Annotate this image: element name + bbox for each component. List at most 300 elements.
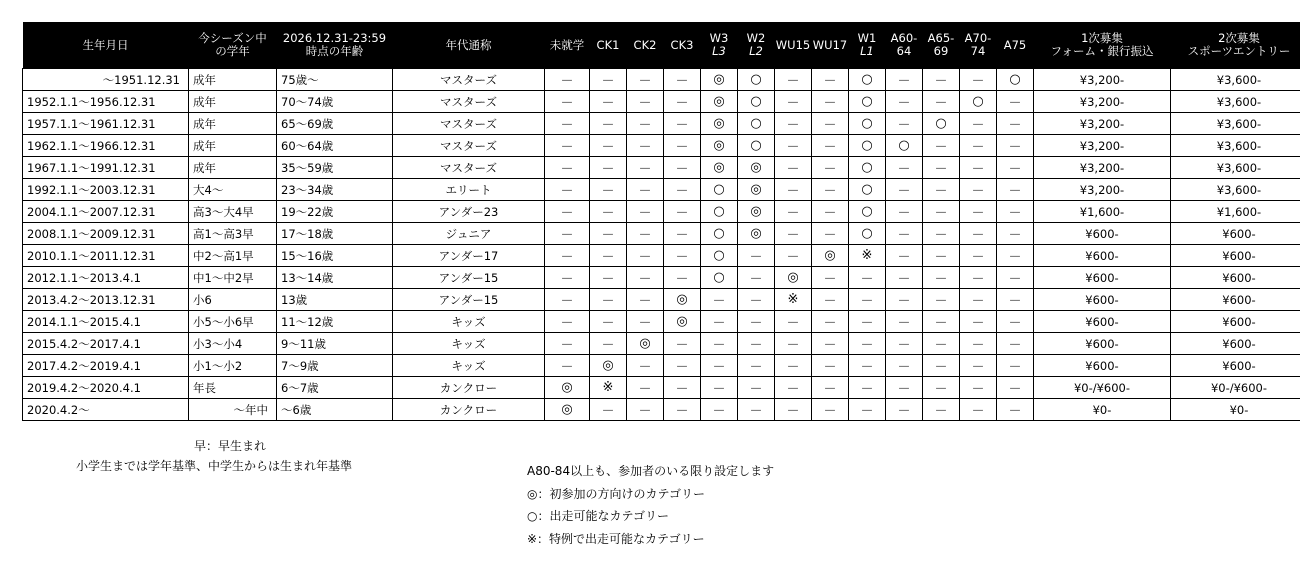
cell-wu15: － [775,311,812,333]
cell-fee-first: ¥600- [1034,311,1171,333]
cell-age-group: マスターズ [393,157,545,179]
header-label: 2次募集 [1218,31,1260,45]
cell-ck1: － [590,399,627,421]
cell-a75: － [997,399,1034,421]
cell-a60-64: － [886,289,923,311]
cell-fee-second: ¥0-/¥600- [1171,377,1300,399]
cell-age: 35～59歳 [277,157,393,179]
cell-wu15: － [775,135,812,157]
table-row [23,201,1300,223]
cell-a60-64: － [886,223,923,245]
table-row [23,267,1300,289]
table-row [23,377,1300,399]
cell-a65-69: － [923,333,960,355]
header-ck2 [627,22,664,69]
header-sublabel: フォーム・銀行振込 [1050,44,1154,58]
cell-birth-date: 2008.1.1～2009.12.31 [23,223,189,245]
cell-age: 13歳 [277,289,393,311]
header-label: 1次募集 [1081,31,1123,45]
cell-a70-74: － [960,355,997,377]
cell-fee-first: ¥0- [1034,399,1171,421]
cell-wu17: － [812,113,849,135]
cell-fee-first: ¥600- [1034,289,1171,311]
header-label: CK1 [596,37,620,52]
header-sublabel: 74 [970,44,986,58]
header-a70-74 [960,22,997,69]
cell-a65-69: － [923,201,960,223]
cell-w1-l1: ○ [849,135,886,157]
cell-fee-second: ¥600- [1171,223,1300,245]
header-label: W1 [857,31,877,45]
cell-wu15: － [775,355,812,377]
cell-a75: － [997,223,1034,245]
cell-a65-69: － [923,179,960,201]
cell-ck2: － [627,399,664,421]
cell-preschool: － [545,355,590,377]
cell-preschool: － [545,267,590,289]
cell-grade: 小3～小4 [189,333,277,355]
header-sublabel: スポーツエントリー [1187,44,1291,58]
cell-age-group: マスターズ [393,135,545,157]
cell-fee-second: ¥600- [1171,245,1300,267]
cell-ck2: － [627,201,664,223]
cell-w2-l2: － [738,377,775,399]
header-a65-69 [923,22,960,69]
header-w1-l1 [849,22,886,69]
header-label: 今シーズン中 [198,31,267,45]
table-row [23,91,1300,113]
cell-w3-l3: ◎ [701,69,738,91]
cell-fee-first: ¥3,200- [1034,135,1171,157]
cell-fee-second: ¥3,600- [1171,113,1300,135]
cell-w1-l1: － [849,289,886,311]
cell-grade: 小5～小6早 [189,311,277,333]
cell-grade: 中2～高1早 [189,245,277,267]
cell-a75: － [997,157,1034,179]
cell-ck1: － [590,311,627,333]
header-ck3 [664,22,701,69]
cell-ck3: － [664,355,701,377]
cell-grade: 成年 [189,69,277,91]
cell-age: 7～9歳 [277,355,393,377]
cell-wu15: － [775,69,812,91]
header-label: 生年月日 [82,37,129,52]
cell-ck3: － [664,245,701,267]
cell-ck1: ◎ [590,355,627,377]
cell-ck1: － [590,179,627,201]
header-a75 [997,22,1034,69]
cell-age-group: マスターズ [393,113,545,135]
note-double-circle-legend: ◎：初参加の方向けのカテゴリー [527,486,705,501]
cell-wu17: － [812,399,849,421]
cell-age: 9～11歳 [277,333,393,355]
header-sublabel: の学年 [215,44,250,58]
cell-age-group: エリート [393,179,545,201]
cell-a70-74: － [960,157,997,179]
cell-a65-69: － [923,289,960,311]
cell-birth-date: 2013.4.2～2013.12.31 [23,289,189,311]
cell-ck1: － [590,289,627,311]
cell-a65-69: － [923,157,960,179]
cell-a60-64: － [886,69,923,91]
header-label: CK3 [670,37,694,52]
cell-ck1: ※ [590,377,627,399]
cell-ck1: － [590,157,627,179]
table-row [23,113,1300,135]
header-label: 年代通称 [445,37,492,52]
cell-ck3: ◎ [664,311,701,333]
header-label: WU15 [775,37,811,52]
cell-w2-l2: ◎ [738,157,775,179]
cell-w2-l2: － [738,267,775,289]
cell-fee-first: ¥600- [1034,333,1171,355]
cell-ck2: － [627,179,664,201]
cell-age: 13～14歳 [277,267,393,289]
header-ck1 [590,22,627,69]
cell-a65-69: － [923,135,960,157]
cell-age-group: キッズ [393,333,545,355]
cell-ck3: － [664,201,701,223]
cell-a75: － [997,377,1034,399]
cell-wu17: － [812,179,849,201]
table-row [23,333,1300,355]
cell-fee-first: ¥1,600- [1034,201,1171,223]
cell-birth-date: 2012.1.1～2013.4.1 [23,267,189,289]
cell-grade: 高1～高3早 [189,223,277,245]
header-label: A75 [1003,37,1027,52]
cell-wu17: － [812,355,849,377]
cell-w1-l1: － [849,355,886,377]
cell-w2-l2: ○ [738,135,775,157]
table-row [23,399,1300,421]
cell-grade: ～年中 [189,399,277,421]
cell-fee-second: ¥600- [1171,333,1300,355]
cell-wu15: ◎ [775,267,812,289]
cell-ck1: － [590,113,627,135]
cell-w3-l3: － [701,289,738,311]
cell-ck2: － [627,289,664,311]
cell-wu15: － [775,91,812,113]
header-label: A60- [890,31,918,45]
cell-a70-74: － [960,201,997,223]
header-label: W2 [746,31,766,45]
cell-ck2: － [627,157,664,179]
cell-fee-first: ¥3,200- [1034,179,1171,201]
cell-wu17: － [812,223,849,245]
cell-a60-64: ○ [886,135,923,157]
cell-w1-l1: － [849,399,886,421]
table-header-row [23,22,1300,69]
cell-w1-l1: ○ [849,179,886,201]
cell-a75: － [997,355,1034,377]
cell-age-group: カンクロー [393,377,545,399]
cell-wu17: － [812,135,849,157]
cell-preschool: － [545,223,590,245]
cell-a65-69: － [923,355,960,377]
cell-birth-date: 2017.4.2～2019.4.1 [23,355,189,377]
cell-birth-date: 2019.4.2～2020.4.1 [23,377,189,399]
cell-a60-64: － [886,201,923,223]
cell-age: 6～7歳 [277,377,393,399]
header-label: 未就学 [549,37,585,52]
cell-birth-date: 1957.1.1～1961.12.31 [23,113,189,135]
cell-age-group: アンダー23 [393,201,545,223]
cell-age-group: カンクロー [393,399,545,421]
cell-a60-64: － [886,245,923,267]
cell-a75: － [997,289,1034,311]
cell-a70-74: － [960,289,997,311]
cell-a70-74: － [960,179,997,201]
cell-w1-l1: ※ [849,245,886,267]
header-label: A70- [964,31,992,45]
cell-fee-second: ¥600- [1171,355,1300,377]
table-row [23,179,1300,201]
header-grade [189,22,277,69]
header-label: 2026.12.31-23:59 [282,31,387,45]
cell-ck2: － [627,223,664,245]
header-age-group [393,22,545,69]
cell-wu17: － [812,157,849,179]
cell-ck2: － [627,311,664,333]
cell-fee-first: ¥600- [1034,245,1171,267]
cell-ck3: － [664,157,701,179]
cell-fee-second: ¥600- [1171,311,1300,333]
cell-fee-second: ¥600- [1171,267,1300,289]
cell-fee-first: ¥600- [1034,355,1171,377]
cell-a75: － [997,201,1034,223]
cell-w1-l1: ○ [849,223,886,245]
cell-wu17: － [812,201,849,223]
cell-grade: 小1～小2 [189,355,277,377]
cell-age: 75歳～ [277,69,393,91]
header-sublabel: 69 [933,44,949,58]
cell-wu17: － [812,333,849,355]
note-early-birth: 早：早生まれ [194,439,267,453]
cell-w2-l2: ◎ [738,201,775,223]
cell-a70-74: － [960,135,997,157]
cell-a70-74: － [960,311,997,333]
cell-ck1: － [590,245,627,267]
cell-grade: 成年 [189,135,277,157]
cell-w3-l3: ○ [701,223,738,245]
cell-a70-74: － [960,113,997,135]
cell-ck2: － [627,377,664,399]
note-asterisk-legend: ※：特例で出走可能なカテゴリー [527,531,705,546]
cell-w1-l1: ○ [849,201,886,223]
cell-ck2: － [627,245,664,267]
cell-preschool: － [545,311,590,333]
cell-fee-first: ¥600- [1034,223,1171,245]
cell-a60-64: － [886,333,923,355]
cell-fee-first: ¥3,200- [1034,157,1171,179]
cell-grade: 中1～中2早 [189,267,277,289]
cell-w2-l2: － [738,245,775,267]
cell-ck2: － [627,113,664,135]
cell-fee-second: ¥3,600- [1171,179,1300,201]
cell-grade: 高3～大4早 [189,201,277,223]
cell-a70-74: ○ [960,91,997,113]
cell-w1-l1: － [849,333,886,355]
cell-age-group: アンダー15 [393,267,545,289]
header-birth-date [23,22,189,69]
cell-age: 15～16歳 [277,245,393,267]
cell-a60-64: － [886,113,923,135]
cell-w2-l2: － [738,399,775,421]
cell-age-group: アンダー17 [393,245,545,267]
cell-w1-l1: － [849,311,886,333]
cell-wu15: － [775,113,812,135]
cell-wu15: － [775,245,812,267]
cell-a70-74: － [960,399,997,421]
cell-preschool: － [545,245,590,267]
cell-preschool: － [545,333,590,355]
cell-a60-64: － [886,399,923,421]
cell-ck3: － [664,135,701,157]
table-row [23,245,1300,267]
cell-preschool: － [545,91,590,113]
table-row [23,355,1300,377]
cell-birth-date: 1967.1.1～1991.12.31 [23,157,189,179]
cell-ck1: － [590,333,627,355]
cell-ck1: － [590,91,627,113]
cell-birth-date: 1992.1.1～2003.12.31 [23,179,189,201]
cell-a60-64: － [886,157,923,179]
notes-right [527,460,774,550]
cell-w2-l2: － [738,355,775,377]
cell-a60-64: － [886,179,923,201]
cell-a75: － [997,135,1034,157]
cell-a75: － [997,311,1034,333]
cell-ck1: － [590,69,627,91]
header-fee-first [1034,22,1171,69]
cell-a75: － [997,179,1034,201]
header-a60-64 [886,22,923,69]
table-row [23,311,1300,333]
cell-a60-64: － [886,355,923,377]
cell-a75: － [997,333,1034,355]
cell-fee-second: ¥3,600- [1171,91,1300,113]
cell-birth-date: 1952.1.1～1956.12.31 [23,91,189,113]
cell-wu15: － [775,333,812,355]
cell-a60-64: － [886,377,923,399]
cell-a70-74: － [960,223,997,245]
cell-a70-74: － [960,69,997,91]
cell-grade: 大4～ [189,179,277,201]
cell-preschool: － [545,179,590,201]
cell-birth-date: 2010.1.1～2011.12.31 [23,245,189,267]
cell-preschool: ◎ [545,377,590,399]
cell-wu15: － [775,399,812,421]
cell-w2-l2: ◎ [738,223,775,245]
cell-wu17: － [812,311,849,333]
cell-ck3: － [664,223,701,245]
cell-a75: － [997,91,1034,113]
cell-w2-l2: － [738,289,775,311]
cell-grade: 成年 [189,91,277,113]
cell-birth-date: 2020.4.2～ [23,399,189,421]
cell-ck2: － [627,355,664,377]
cell-age: 60～64歳 [277,135,393,157]
cell-a65-69: － [923,91,960,113]
cell-fee-second: ¥3,600- [1171,157,1300,179]
cell-a60-64: － [886,267,923,289]
table-body [23,69,1300,421]
header-w3-l3 [701,22,738,69]
cell-ck3: － [664,399,701,421]
cell-ck3: － [664,69,701,91]
cell-ck1: － [590,135,627,157]
cell-w3-l3: ○ [701,201,738,223]
cell-fee-second: ¥3,600- [1171,135,1300,157]
cell-grade: 年長 [189,377,277,399]
cell-fee-first: ¥0-/¥600- [1034,377,1171,399]
header-preschool [545,22,590,69]
cell-birth-date: 2015.4.2～2017.4.1 [23,333,189,355]
cell-wu17: － [812,377,849,399]
cell-fee-first: ¥3,200- [1034,113,1171,135]
header-label: W3 [709,31,729,45]
cell-a65-69: － [923,399,960,421]
table-row [23,289,1300,311]
cell-preschool: － [545,289,590,311]
cell-w2-l2: ○ [738,91,775,113]
cell-w3-l3: ◎ [701,113,738,135]
cell-a70-74: － [960,333,997,355]
cell-preschool: － [545,201,590,223]
header-sublabel: L2 [749,44,763,58]
category-table [22,22,1300,421]
header-label: A65- [927,31,955,45]
cell-age: 70～74歳 [277,91,393,113]
cell-fee-second: ¥1,600- [1171,201,1300,223]
cell-fee-first: ¥600- [1034,267,1171,289]
cell-ck2: － [627,135,664,157]
cell-fee-second: ¥3,600- [1171,69,1300,91]
header-sublabel: 64 [896,44,912,58]
cell-preschool: － [545,135,590,157]
header-wu15 [775,22,812,69]
cell-a75: － [997,267,1034,289]
cell-a75: ○ [997,69,1034,91]
cell-ck1: － [590,201,627,223]
cell-ck2: － [627,69,664,91]
cell-a70-74: － [960,267,997,289]
cell-w3-l3: － [701,311,738,333]
cell-w3-l3: － [701,399,738,421]
cell-a65-69: － [923,377,960,399]
cell-ck3: － [664,91,701,113]
cell-w1-l1: ○ [849,69,886,91]
cell-birth-date: 2014.1.1～2015.4.1 [23,311,189,333]
cell-w1-l1: ○ [849,157,886,179]
header-fee-second [1171,22,1300,69]
cell-a60-64: － [886,311,923,333]
cell-age-group: マスターズ [393,91,545,113]
cell-a65-69: － [923,223,960,245]
cell-birth-date: 2004.1.1～2007.12.31 [23,201,189,223]
cell-a75: － [997,113,1034,135]
cell-ck3: － [664,267,701,289]
cell-fee-second: ¥600- [1171,289,1300,311]
cell-w2-l2: － [738,311,775,333]
table-row [23,69,1300,91]
cell-w3-l3: － [701,333,738,355]
cell-age: ～6歳 [277,399,393,421]
cell-w1-l1: ○ [849,113,886,135]
header-label: CK2 [633,37,657,52]
table-row [23,157,1300,179]
cell-age-group: ジュニア [393,223,545,245]
